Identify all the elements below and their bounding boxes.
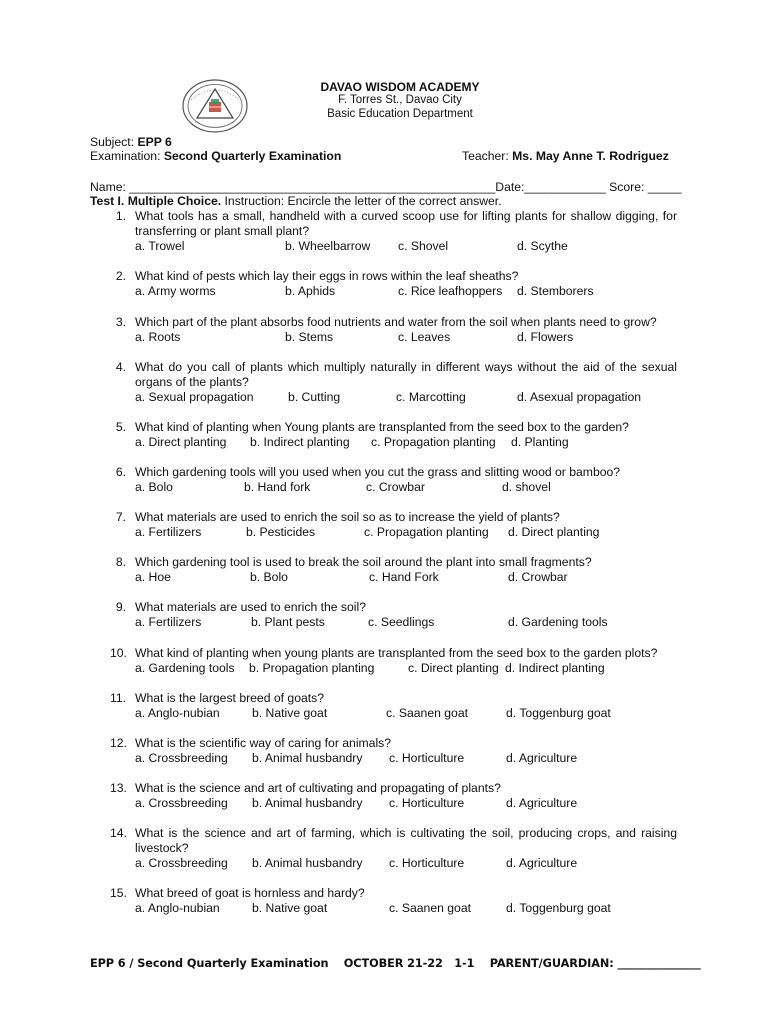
answer-option[interactable]: d. Toggenburg goat — [506, 706, 611, 720]
answer-option[interactable]: c. Hand Fork — [369, 570, 439, 584]
answer-option[interactable]: b. Native goat — [252, 706, 328, 720]
answer-option[interactable]: d. Agriculture — [506, 751, 578, 765]
answer-option[interactable]: c. Leaves — [398, 330, 451, 344]
answer-option[interactable]: a. Crossbreeding — [135, 796, 228, 810]
answer-option[interactable]: a. Roots — [135, 330, 181, 344]
school-name: DAVAO WISDOM ACADEMY — [320, 80, 480, 94]
answer-option[interactable]: d. Gardening tools — [508, 615, 608, 629]
answer-option[interactable]: b. Animal husbandry — [252, 856, 363, 870]
answer-option[interactable]: d. Crowbar — [508, 570, 568, 584]
answer-option[interactable]: c. Shovel — [398, 239, 449, 253]
question-text: What is the science and art of cultivating and propagating of plants? — [135, 781, 501, 795]
question-text: What is the scientific way of caring for animals? — [135, 736, 392, 750]
answer-option[interactable]: d. Agriculture — [506, 796, 578, 810]
question-number: 5. — [115, 420, 126, 434]
answer-option[interactable]: a. Crossbreeding — [135, 856, 228, 870]
answer-option[interactable]: b. Plant pests — [251, 615, 325, 629]
question-number: 15. — [110, 886, 127, 900]
answer-option[interactable]: b. Wheelbarrow — [285, 239, 371, 253]
subject-value: EPP 6 — [137, 135, 172, 149]
answer-option[interactable]: a. Gardening tools — [135, 661, 235, 675]
subject-label: Subject: — [90, 135, 135, 149]
question-number: 11. — [110, 691, 127, 705]
answer-option[interactable]: d. Stemborers — [517, 284, 594, 298]
question-text: What tools has a small, handheld with a curved scoop use for lifting plants for shallow digging, for transferring or plant small plant? — [135, 209, 677, 238]
question-text: What materials are used to enrich the soil so as to increase the yield of plants? — [135, 510, 560, 524]
question-number: 4. — [115, 360, 126, 374]
question-text: What kind of planting when Young plants are transplanted from the seed box to the garden? — [135, 420, 629, 434]
answer-option[interactable]: d. Scythe — [517, 239, 568, 253]
question-text: What materials are used to enrich the soil? — [135, 600, 366, 614]
question-text: What is the largest breed of goats? — [135, 691, 325, 705]
answer-option[interactable]: a. Hoe — [135, 570, 171, 584]
teacher-value: Ms. May Anne T. Rodriguez — [512, 149, 669, 163]
answer-option[interactable]: a. Army worms — [135, 284, 216, 298]
answer-option[interactable]: d. Toggenburg goat — [506, 901, 611, 915]
answer-option[interactable]: b. Animal husbandry — [252, 796, 363, 810]
answer-option[interactable]: a. Sexual propagation — [135, 390, 254, 404]
answer-option[interactable]: a. Anglo-nubian — [135, 706, 220, 720]
answer-option[interactable]: c. Rice leafhoppers — [398, 284, 503, 298]
answer-option[interactable]: c. Propagation planting — [364, 525, 489, 539]
question-text: What is the science and art of farming, which is cultivating the soil, producing crops, and raising livestock? — [135, 826, 677, 855]
question-number: 1. — [115, 209, 126, 223]
exam-value: Second Quarterly Examination — [163, 149, 342, 163]
question-text: What breed of goat is hornless and hardy? — [135, 886, 365, 900]
answer-option[interactable]: c. Horticulture — [389, 796, 465, 810]
answer-option[interactable]: c. Propagation planting — [371, 435, 496, 449]
question-number: 8. — [115, 555, 126, 569]
teacher-label: Teacher: — [462, 149, 509, 163]
answer-option[interactable]: b. Bolo — [250, 570, 288, 584]
question-number: 7. — [115, 510, 126, 524]
exam-label: Examination: — [90, 149, 161, 163]
answer-option[interactable]: c. Saanen goat — [389, 901, 471, 915]
question-number: 13. — [110, 781, 127, 795]
answer-option[interactable]: c. Horticulture — [389, 751, 465, 765]
school-seal-logo — [181, 78, 249, 134]
exam-line — [90, 149, 341, 163]
page-footer: EPP 6 / Second Quarterly Examination OCTOBER 21-22 1-1 PARENT/GUARDIAN: _______________ — [90, 957, 701, 970]
question-text: Which part of the plant absorbs food nutrients and water from the soil when plants need to grow? — [135, 315, 657, 329]
subject-line — [90, 135, 172, 149]
answer-option[interactable]: a. Fertilizers — [135, 525, 202, 539]
question-text: Which gardening tool is used to break the soil around the plant into small fragments? — [135, 555, 592, 569]
answer-option[interactable]: a. Trowel — [135, 239, 185, 253]
name-date-score-line: Name: ______________________________________________________Date:____________ Score: _____ — [90, 180, 682, 194]
answer-option[interactable]: b. Indirect planting — [250, 435, 350, 449]
answer-option[interactable]: c. Crowbar — [366, 480, 425, 494]
answer-option[interactable]: b. Cutting — [288, 390, 341, 404]
test-instruction: Instruction: Encircle the letter of the correct answer. — [224, 194, 502, 208]
question-number: 2. — [115, 269, 126, 283]
question-number: 12. — [110, 736, 127, 750]
answer-option[interactable]: d. shovel — [502, 480, 551, 494]
question-text: What kind of pests which lay their eggs in rows within the leaf sheaths? — [135, 269, 519, 283]
answer-option[interactable]: b. Stems — [285, 330, 334, 344]
answer-option[interactable]: d. Agriculture — [506, 856, 578, 870]
question-number: 3. — [115, 315, 126, 329]
question-number: 14. — [110, 826, 127, 840]
answer-option[interactable]: b. Aphids — [285, 284, 336, 298]
answer-option[interactable]: a. Fertilizers — [135, 615, 202, 629]
question-text: What kind of planting when young plants are transplanted from the seed box to the garden plots? — [135, 646, 658, 660]
answer-option[interactable]: d. Flowers — [517, 330, 574, 344]
answer-option[interactable]: c. Marcotting — [396, 390, 466, 404]
question-number: 6. — [115, 465, 126, 479]
answer-option[interactable]: a. Direct planting — [135, 435, 227, 449]
question-text: What do you call of plants which multiply naturally in different ways without the aid of the sexual organs of the plants? — [135, 360, 677, 389]
answer-option[interactable]: b. Native goat — [252, 901, 328, 915]
school-address: F. Torres St., Davao City — [338, 94, 462, 106]
question-number: 9. — [115, 600, 126, 614]
answer-option[interactable]: d. Planting — [511, 435, 569, 449]
answer-option[interactable]: b. Propagation planting — [249, 661, 375, 675]
school-department: Basic Education Department — [327, 108, 473, 120]
answer-option[interactable]: c. Saanen goat — [386, 706, 468, 720]
answer-option[interactable]: a. Bolo — [135, 480, 173, 494]
teacher-line — [462, 149, 669, 163]
answer-option[interactable]: b. Pesticides — [246, 525, 316, 539]
question-text: Which gardening tools will you used when you cut the grass and slitting wood or bamboo? — [135, 465, 621, 479]
answer-option[interactable]: b. Animal husbandry — [252, 751, 363, 765]
answer-option[interactable]: d. Indirect planting — [505, 661, 605, 675]
answer-option[interactable]: d. Asexual propagation — [517, 390, 641, 404]
answer-option[interactable]: a. Anglo-nubian — [135, 901, 220, 915]
answer-option[interactable]: b. Hand fork — [244, 480, 311, 494]
test-title: Test I. Multiple Choice. — [90, 194, 222, 208]
answer-option[interactable]: d. Direct planting — [508, 525, 600, 539]
question-number: 10. — [110, 646, 127, 660]
answer-option[interactable]: c. Seedlings — [368, 615, 435, 629]
answer-option[interactable]: c. Direct planting — [408, 661, 499, 675]
test-instruction-line — [90, 194, 502, 208]
answer-option[interactable]: a. Crossbreeding — [135, 751, 228, 765]
answer-option[interactable]: c. Horticulture — [389, 856, 465, 870]
